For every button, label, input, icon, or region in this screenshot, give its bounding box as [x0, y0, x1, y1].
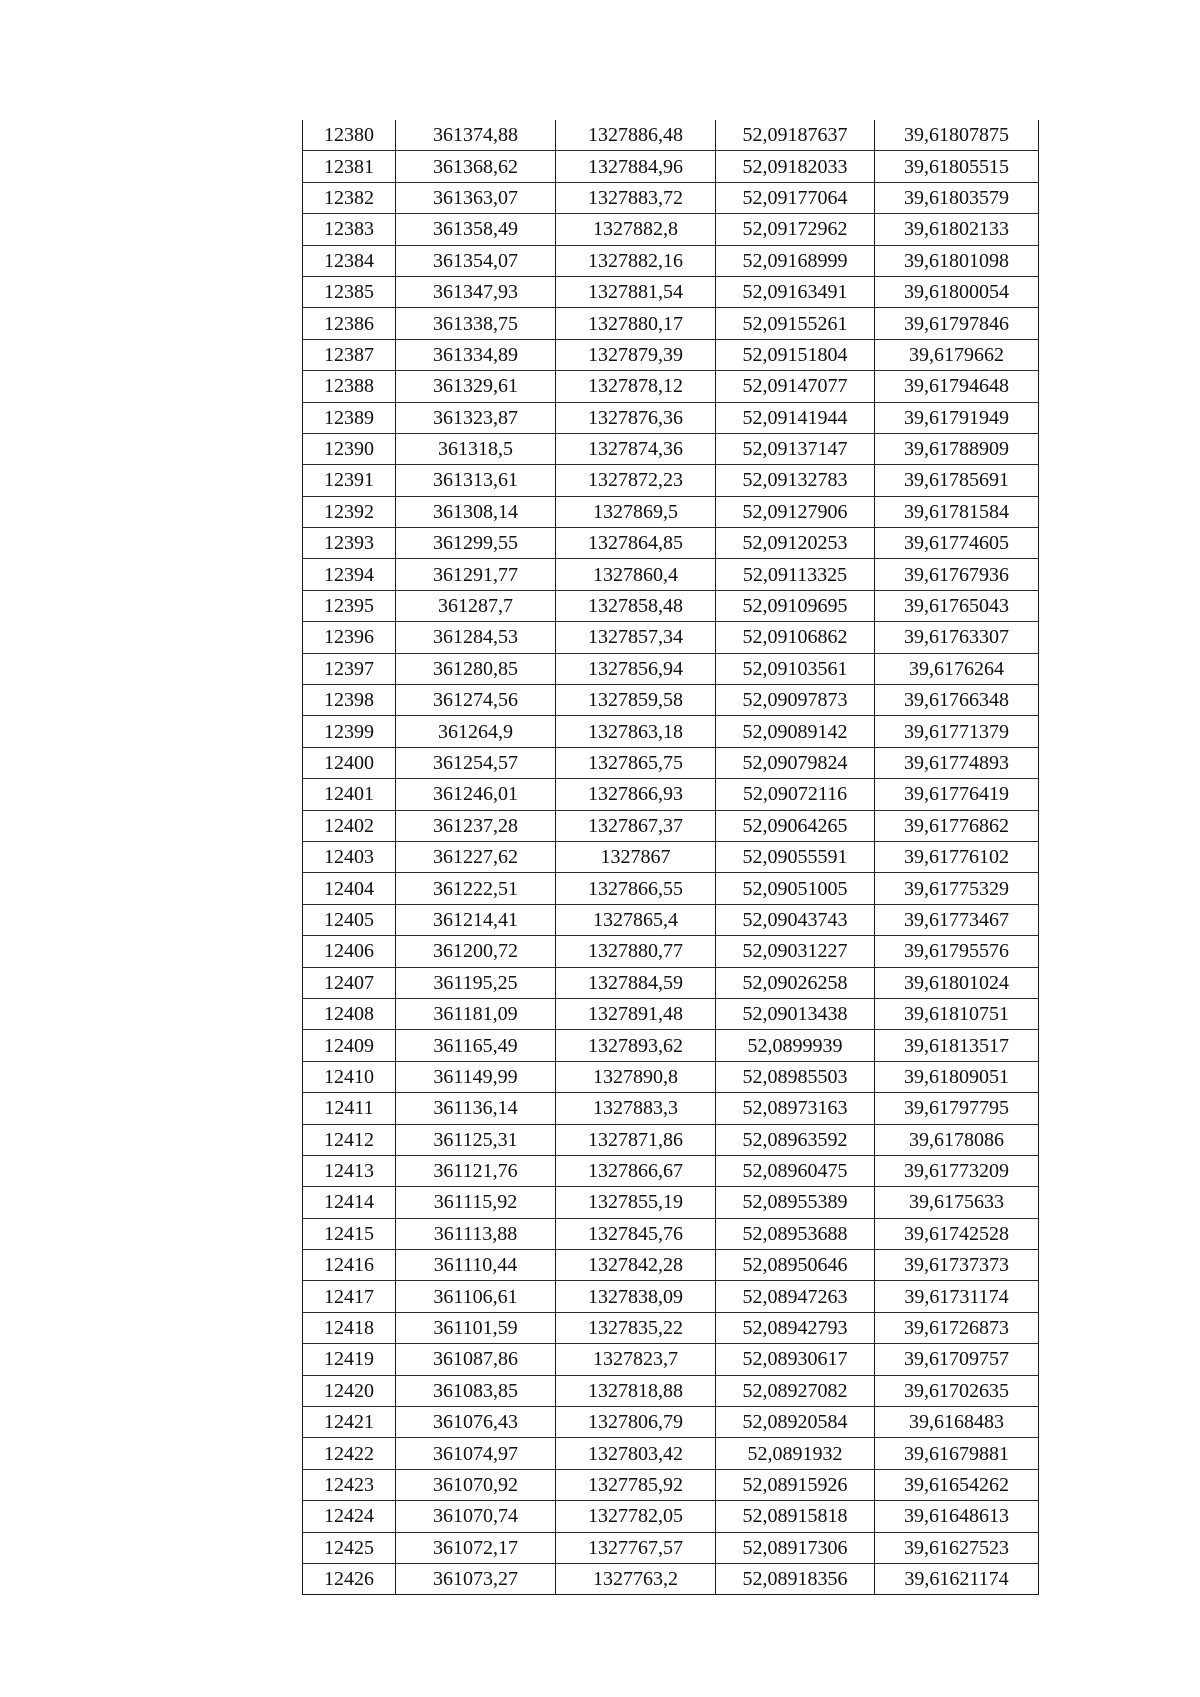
longitude-cell: 39,61775329 [875, 873, 1039, 904]
latitude-cell: 52,09026258 [716, 967, 875, 998]
point-number-cell: 12411 [303, 1093, 396, 1124]
longitude-cell: 39,61810751 [875, 998, 1039, 1029]
longitude-cell: 39,61766348 [875, 685, 1039, 716]
longitude-cell: 39,61773467 [875, 904, 1039, 935]
table-row [303, 1250, 1039, 1281]
latitude-cell: 52,08927082 [716, 1375, 875, 1406]
longitude-cell: 39,61809051 [875, 1061, 1039, 1092]
latitude-cell: 52,09182033 [716, 151, 875, 182]
table-row [303, 496, 1039, 527]
longitude-cell: 39,61648613 [875, 1501, 1039, 1532]
table-row [303, 1281, 1039, 1312]
longitude-cell: 39,6168483 [875, 1407, 1039, 1438]
y-coordinate-cell: 1327893,62 [556, 1030, 716, 1061]
point-number-cell: 12406 [303, 936, 396, 967]
table-row [303, 151, 1039, 182]
point-number-cell: 12387 [303, 339, 396, 370]
point-number-cell: 12402 [303, 810, 396, 841]
longitude-cell: 39,61774605 [875, 528, 1039, 559]
point-number-cell: 12394 [303, 559, 396, 590]
point-number-cell: 12417 [303, 1281, 396, 1312]
y-coordinate-cell: 1327845,76 [556, 1218, 716, 1249]
y-coordinate-cell: 1327879,39 [556, 339, 716, 370]
point-number-cell: 12383 [303, 214, 396, 245]
longitude-cell: 39,6175633 [875, 1187, 1039, 1218]
point-number-cell: 12380 [303, 120, 396, 151]
table-row [303, 779, 1039, 810]
x-coordinate-cell: 361200,72 [396, 936, 556, 967]
latitude-cell: 52,08918356 [716, 1563, 875, 1594]
y-coordinate-cell: 1327763,2 [556, 1563, 716, 1594]
table-row [303, 559, 1039, 590]
x-coordinate-cell: 361072,17 [396, 1532, 556, 1563]
table-row [303, 182, 1039, 213]
longitude-cell: 39,61774893 [875, 747, 1039, 778]
latitude-cell: 52,09089142 [716, 716, 875, 747]
table-row [303, 904, 1039, 935]
y-coordinate-cell: 1327881,54 [556, 276, 716, 307]
table-row [303, 214, 1039, 245]
x-coordinate-cell: 361110,44 [396, 1250, 556, 1281]
longitude-cell: 39,61785691 [875, 465, 1039, 496]
point-number-cell: 12392 [303, 496, 396, 527]
y-coordinate-cell: 1327803,42 [556, 1438, 716, 1469]
x-coordinate-cell: 361246,01 [396, 779, 556, 810]
longitude-cell: 39,61765043 [875, 590, 1039, 621]
x-coordinate-cell: 361149,99 [396, 1061, 556, 1092]
y-coordinate-cell: 1327838,09 [556, 1281, 716, 1312]
coordinates-table [302, 120, 1039, 1595]
point-number-cell: 12397 [303, 653, 396, 684]
longitude-cell: 39,61795576 [875, 936, 1039, 967]
longitude-cell: 39,61800054 [875, 276, 1039, 307]
latitude-cell: 52,0899939 [716, 1030, 875, 1061]
point-number-cell: 12401 [303, 779, 396, 810]
table-row [303, 841, 1039, 872]
table-row [303, 747, 1039, 778]
y-coordinate-cell: 1327865,75 [556, 747, 716, 778]
latitude-cell: 52,09151804 [716, 339, 875, 370]
x-coordinate-cell: 361299,55 [396, 528, 556, 559]
x-coordinate-cell: 361222,51 [396, 873, 556, 904]
table-row [303, 590, 1039, 621]
latitude-cell: 52,08917306 [716, 1532, 875, 1563]
x-coordinate-cell: 361334,89 [396, 339, 556, 370]
y-coordinate-cell: 1327835,22 [556, 1312, 716, 1343]
longitude-cell: 39,61807875 [875, 120, 1039, 151]
latitude-cell: 52,09103561 [716, 653, 875, 684]
x-coordinate-cell: 361227,62 [396, 841, 556, 872]
latitude-cell: 52,08960475 [716, 1155, 875, 1186]
table-row [303, 120, 1039, 151]
y-coordinate-cell: 1327882,16 [556, 245, 716, 276]
point-number-cell: 12405 [303, 904, 396, 935]
x-coordinate-cell: 361318,5 [396, 433, 556, 464]
point-number-cell: 12396 [303, 622, 396, 653]
latitude-cell: 52,08942793 [716, 1312, 875, 1343]
point-number-cell: 12421 [303, 1407, 396, 1438]
latitude-cell: 52,08950646 [716, 1250, 875, 1281]
table-row [303, 1155, 1039, 1186]
latitude-cell: 52,09177064 [716, 182, 875, 213]
y-coordinate-cell: 1327874,36 [556, 433, 716, 464]
x-coordinate-cell: 361284,53 [396, 622, 556, 653]
latitude-cell: 52,09120253 [716, 528, 875, 559]
x-coordinate-cell: 361181,09 [396, 998, 556, 1029]
latitude-cell: 52,08930617 [716, 1344, 875, 1375]
y-coordinate-cell: 1327767,57 [556, 1532, 716, 1563]
table-row [303, 1061, 1039, 1092]
y-coordinate-cell: 1327880,17 [556, 308, 716, 339]
table-row [303, 245, 1039, 276]
point-number-cell: 12400 [303, 747, 396, 778]
latitude-cell: 52,08953688 [716, 1218, 875, 1249]
x-coordinate-cell: 361254,57 [396, 747, 556, 778]
point-number-cell: 12404 [303, 873, 396, 904]
latitude-cell: 52,09051005 [716, 873, 875, 904]
table-row [303, 465, 1039, 496]
point-number-cell: 12426 [303, 1563, 396, 1594]
y-coordinate-cell: 1327859,58 [556, 685, 716, 716]
longitude-cell: 39,61773209 [875, 1155, 1039, 1186]
longitude-cell: 39,61627523 [875, 1532, 1039, 1563]
latitude-cell: 52,09055591 [716, 841, 875, 872]
longitude-cell: 39,61776102 [875, 841, 1039, 872]
y-coordinate-cell: 1327883,3 [556, 1093, 716, 1124]
x-coordinate-cell: 361076,43 [396, 1407, 556, 1438]
x-coordinate-cell: 361308,14 [396, 496, 556, 527]
point-number-cell: 12389 [303, 402, 396, 433]
x-coordinate-cell: 361280,85 [396, 653, 556, 684]
x-coordinate-cell: 361237,28 [396, 810, 556, 841]
y-coordinate-cell: 1327872,23 [556, 465, 716, 496]
point-number-cell: 12391 [303, 465, 396, 496]
table-row [303, 1093, 1039, 1124]
latitude-cell: 52,08985503 [716, 1061, 875, 1092]
longitude-cell: 39,61771379 [875, 716, 1039, 747]
latitude-cell: 52,09187637 [716, 120, 875, 151]
latitude-cell: 52,09127906 [716, 496, 875, 527]
longitude-cell: 39,61737373 [875, 1250, 1039, 1281]
longitude-cell: 39,61776419 [875, 779, 1039, 810]
table-row [303, 276, 1039, 307]
point-number-cell: 12414 [303, 1187, 396, 1218]
latitude-cell: 52,08947263 [716, 1281, 875, 1312]
table-row [303, 1030, 1039, 1061]
point-number-cell: 12416 [303, 1250, 396, 1281]
latitude-cell: 52,09132783 [716, 465, 875, 496]
y-coordinate-cell: 1327866,67 [556, 1155, 716, 1186]
y-coordinate-cell: 1327884,59 [556, 967, 716, 998]
y-coordinate-cell: 1327878,12 [556, 371, 716, 402]
latitude-cell: 52,09072116 [716, 779, 875, 810]
y-coordinate-cell: 1327806,79 [556, 1407, 716, 1438]
point-number-cell: 12395 [303, 590, 396, 621]
table-row [303, 998, 1039, 1029]
latitude-cell: 52,09079824 [716, 747, 875, 778]
latitude-cell: 52,09168999 [716, 245, 875, 276]
longitude-cell: 39,61801098 [875, 245, 1039, 276]
point-number-cell: 12415 [303, 1218, 396, 1249]
table-row [303, 371, 1039, 402]
x-coordinate-cell: 361125,31 [396, 1124, 556, 1155]
y-coordinate-cell: 1327867 [556, 841, 716, 872]
longitude-cell: 39,61791949 [875, 402, 1039, 433]
table-row [303, 622, 1039, 653]
x-coordinate-cell: 361347,93 [396, 276, 556, 307]
table-row [303, 1532, 1039, 1563]
latitude-cell: 52,09013438 [716, 998, 875, 1029]
point-number-cell: 12423 [303, 1469, 396, 1500]
point-number-cell: 12382 [303, 182, 396, 213]
latitude-cell: 52,09113325 [716, 559, 875, 590]
point-number-cell: 12399 [303, 716, 396, 747]
table-row [303, 1407, 1039, 1438]
y-coordinate-cell: 1327842,28 [556, 1250, 716, 1281]
latitude-cell: 52,09031227 [716, 936, 875, 967]
y-coordinate-cell: 1327883,72 [556, 182, 716, 213]
table-row [303, 339, 1039, 370]
longitude-cell: 39,61802133 [875, 214, 1039, 245]
y-coordinate-cell: 1327856,94 [556, 653, 716, 684]
x-coordinate-cell: 361329,61 [396, 371, 556, 402]
x-coordinate-cell: 361106,61 [396, 1281, 556, 1312]
table-row [303, 1501, 1039, 1532]
table-row [303, 402, 1039, 433]
y-coordinate-cell: 1327864,85 [556, 528, 716, 559]
y-coordinate-cell: 1327782,05 [556, 1501, 716, 1532]
point-number-cell: 12388 [303, 371, 396, 402]
latitude-cell: 52,09137147 [716, 433, 875, 464]
x-coordinate-cell: 361074,97 [396, 1438, 556, 1469]
x-coordinate-cell: 361101,59 [396, 1312, 556, 1343]
point-number-cell: 12381 [303, 151, 396, 182]
point-number-cell: 12409 [303, 1030, 396, 1061]
latitude-cell: 52,09163491 [716, 276, 875, 307]
point-number-cell: 12412 [303, 1124, 396, 1155]
y-coordinate-cell: 1327855,19 [556, 1187, 716, 1218]
x-coordinate-cell: 361073,27 [396, 1563, 556, 1594]
x-coordinate-cell: 361274,56 [396, 685, 556, 716]
x-coordinate-cell: 361291,77 [396, 559, 556, 590]
point-number-cell: 12425 [303, 1532, 396, 1563]
x-coordinate-cell: 361374,88 [396, 120, 556, 151]
table-row [303, 1344, 1039, 1375]
longitude-cell: 39,61742528 [875, 1218, 1039, 1249]
y-coordinate-cell: 1327818,88 [556, 1375, 716, 1406]
table-row [303, 1375, 1039, 1406]
point-number-cell: 12408 [303, 998, 396, 1029]
x-coordinate-cell: 361323,87 [396, 402, 556, 433]
longitude-cell: 39,61702635 [875, 1375, 1039, 1406]
point-number-cell: 12385 [303, 276, 396, 307]
table-row [303, 1218, 1039, 1249]
point-number-cell: 12410 [303, 1061, 396, 1092]
longitude-cell: 39,61805515 [875, 151, 1039, 182]
longitude-cell: 39,6178086 [875, 1124, 1039, 1155]
table-row [303, 1124, 1039, 1155]
latitude-cell: 52,08915926 [716, 1469, 875, 1500]
point-number-cell: 12422 [303, 1438, 396, 1469]
x-coordinate-cell: 361354,07 [396, 245, 556, 276]
y-coordinate-cell: 1327865,4 [556, 904, 716, 935]
point-number-cell: 12424 [303, 1501, 396, 1532]
y-coordinate-cell: 1327860,4 [556, 559, 716, 590]
y-coordinate-cell: 1327823,7 [556, 1344, 716, 1375]
table-row [303, 1187, 1039, 1218]
longitude-cell: 39,61767936 [875, 559, 1039, 590]
y-coordinate-cell: 1327867,37 [556, 810, 716, 841]
longitude-cell: 39,6176264 [875, 653, 1039, 684]
point-number-cell: 12420 [303, 1375, 396, 1406]
x-coordinate-cell: 361313,61 [396, 465, 556, 496]
y-coordinate-cell: 1327785,92 [556, 1469, 716, 1500]
y-coordinate-cell: 1327857,34 [556, 622, 716, 653]
y-coordinate-cell: 1327866,55 [556, 873, 716, 904]
y-coordinate-cell: 1327869,5 [556, 496, 716, 527]
latitude-cell: 52,0891932 [716, 1438, 875, 1469]
x-coordinate-cell: 361083,85 [396, 1375, 556, 1406]
point-number-cell: 12384 [303, 245, 396, 276]
longitude-cell: 39,61654262 [875, 1469, 1039, 1500]
y-coordinate-cell: 1327890,8 [556, 1061, 716, 1092]
longitude-cell: 39,61803579 [875, 182, 1039, 213]
x-coordinate-cell: 361087,86 [396, 1344, 556, 1375]
y-coordinate-cell: 1327863,18 [556, 716, 716, 747]
latitude-cell: 52,09141944 [716, 402, 875, 433]
point-number-cell: 12393 [303, 528, 396, 559]
table-row [303, 1312, 1039, 1343]
latitude-cell: 52,08920584 [716, 1407, 875, 1438]
x-coordinate-cell: 361121,76 [396, 1155, 556, 1186]
longitude-cell: 39,61621174 [875, 1563, 1039, 1594]
x-coordinate-cell: 361195,25 [396, 967, 556, 998]
y-coordinate-cell: 1327891,48 [556, 998, 716, 1029]
x-coordinate-cell: 361287,7 [396, 590, 556, 621]
longitude-cell: 39,61788909 [875, 433, 1039, 464]
latitude-cell: 52,09106862 [716, 622, 875, 653]
longitude-cell: 39,61679881 [875, 1438, 1039, 1469]
latitude-cell: 52,09147077 [716, 371, 875, 402]
longitude-cell: 39,61801024 [875, 967, 1039, 998]
table-row [303, 1438, 1039, 1469]
table-row [303, 1563, 1039, 1594]
x-coordinate-cell: 361165,49 [396, 1030, 556, 1061]
latitude-cell: 52,09097873 [716, 685, 875, 716]
point-number-cell: 12398 [303, 685, 396, 716]
table-row [303, 308, 1039, 339]
x-coordinate-cell: 361136,14 [396, 1093, 556, 1124]
longitude-cell: 39,61776862 [875, 810, 1039, 841]
table-row [303, 936, 1039, 967]
table-row [303, 528, 1039, 559]
table-row [303, 685, 1039, 716]
y-coordinate-cell: 1327871,86 [556, 1124, 716, 1155]
longitude-cell: 39,61726873 [875, 1312, 1039, 1343]
point-number-cell: 12413 [303, 1155, 396, 1186]
table-row [303, 653, 1039, 684]
point-number-cell: 12419 [303, 1344, 396, 1375]
latitude-cell: 52,09155261 [716, 308, 875, 339]
table-row [303, 433, 1039, 464]
coordinates-table-body [303, 120, 1039, 1595]
x-coordinate-cell: 361358,49 [396, 214, 556, 245]
latitude-cell: 52,09043743 [716, 904, 875, 935]
x-coordinate-cell: 361338,75 [396, 308, 556, 339]
x-coordinate-cell: 361264,9 [396, 716, 556, 747]
point-number-cell: 12386 [303, 308, 396, 339]
table-row [303, 873, 1039, 904]
longitude-cell: 39,61797795 [875, 1093, 1039, 1124]
point-number-cell: 12407 [303, 967, 396, 998]
y-coordinate-cell: 1327880,77 [556, 936, 716, 967]
table-row [303, 967, 1039, 998]
point-number-cell: 12390 [303, 433, 396, 464]
y-coordinate-cell: 1327882,8 [556, 214, 716, 245]
longitude-cell: 39,61731174 [875, 1281, 1039, 1312]
latitude-cell: 52,08973163 [716, 1093, 875, 1124]
table-row [303, 810, 1039, 841]
y-coordinate-cell: 1327866,93 [556, 779, 716, 810]
x-coordinate-cell: 361115,92 [396, 1187, 556, 1218]
longitude-cell: 39,61794648 [875, 371, 1039, 402]
longitude-cell: 39,61709757 [875, 1344, 1039, 1375]
x-coordinate-cell: 361363,07 [396, 182, 556, 213]
y-coordinate-cell: 1327876,36 [556, 402, 716, 433]
longitude-cell: 39,61763307 [875, 622, 1039, 653]
latitude-cell: 52,08915818 [716, 1501, 875, 1532]
latitude-cell: 52,09172962 [716, 214, 875, 245]
x-coordinate-cell: 361368,62 [396, 151, 556, 182]
x-coordinate-cell: 361113,88 [396, 1218, 556, 1249]
latitude-cell: 52,09109695 [716, 590, 875, 621]
x-coordinate-cell: 361214,41 [396, 904, 556, 935]
longitude-cell: 39,6179662 [875, 339, 1039, 370]
latitude-cell: 52,08955389 [716, 1187, 875, 1218]
y-coordinate-cell: 1327886,48 [556, 120, 716, 151]
table-row [303, 716, 1039, 747]
y-coordinate-cell: 1327884,96 [556, 151, 716, 182]
longitude-cell: 39,61813517 [875, 1030, 1039, 1061]
table-row [303, 1469, 1039, 1500]
longitude-cell: 39,61797846 [875, 308, 1039, 339]
latitude-cell: 52,09064265 [716, 810, 875, 841]
latitude-cell: 52,08963592 [716, 1124, 875, 1155]
y-coordinate-cell: 1327858,48 [556, 590, 716, 621]
longitude-cell: 39,61781584 [875, 496, 1039, 527]
point-number-cell: 12418 [303, 1312, 396, 1343]
x-coordinate-cell: 361070,92 [396, 1469, 556, 1500]
x-coordinate-cell: 361070,74 [396, 1501, 556, 1532]
point-number-cell: 12403 [303, 841, 396, 872]
